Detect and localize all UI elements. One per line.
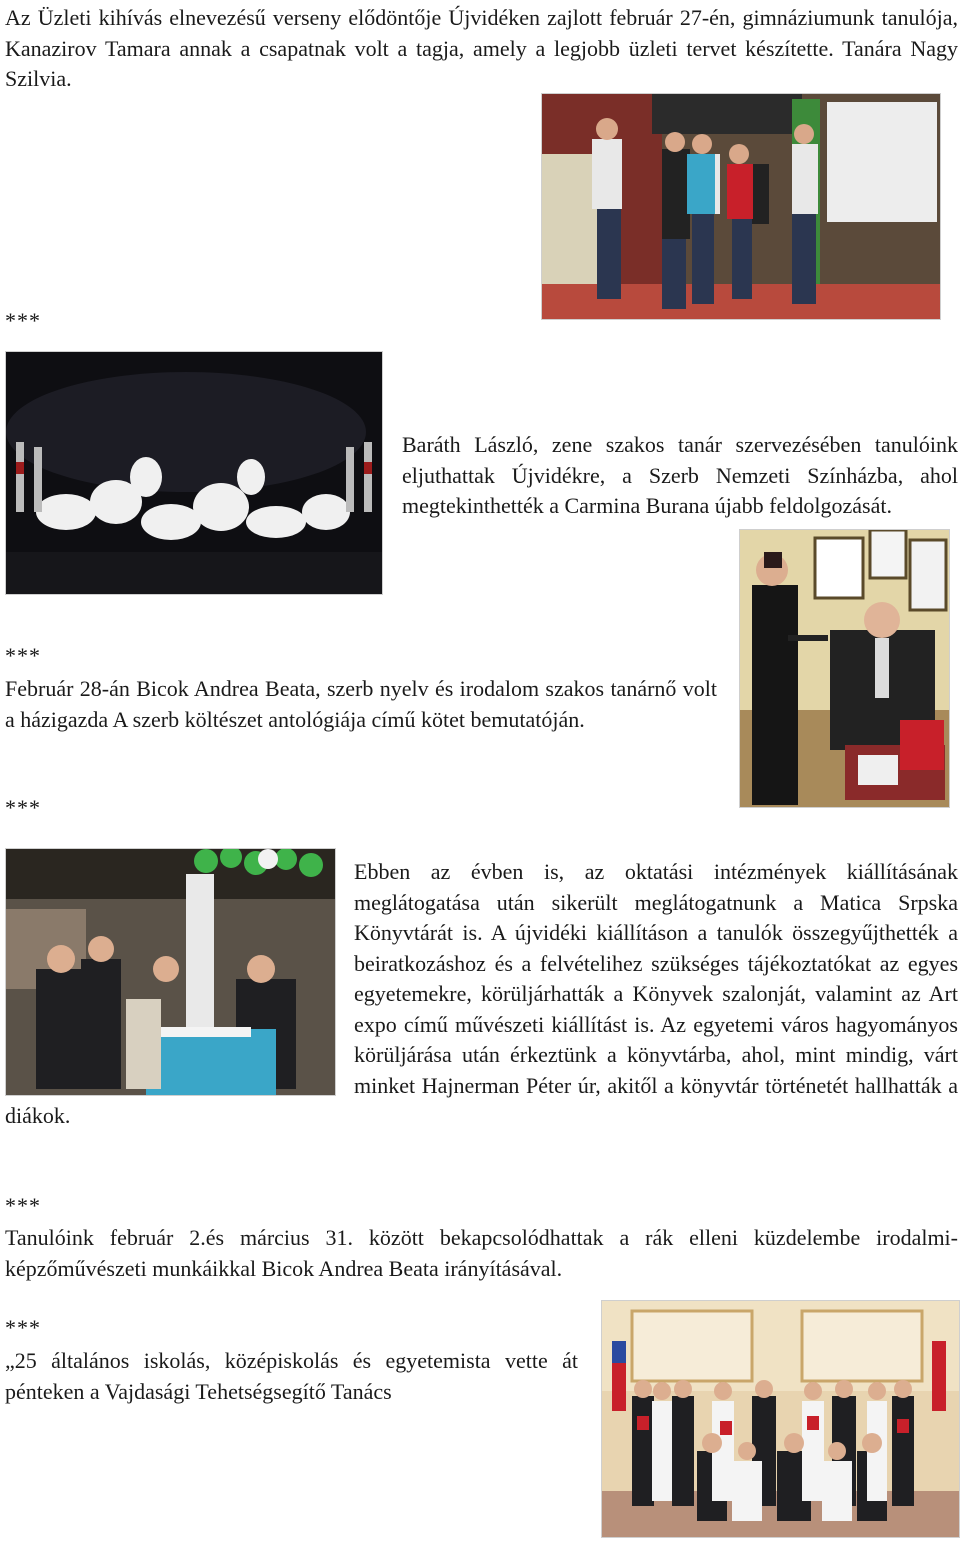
photo-business-presentation: [541, 93, 941, 320]
paragraph-carmina-burana-text: Baráth László, zene szakos tanár szervezésében tanulóink eljuthattak Újvidékre, a Szerb Nemzeti Színházba, ahol megtekinthették a Carmina Burana újabb feldolgozását.: [402, 432, 958, 518]
ballet-stage-image: [6, 352, 382, 594]
award-group-image: [602, 1301, 959, 1537]
paragraph-carmina-burana: [402, 430, 958, 522]
paragraph-poetry-anthology: [5, 674, 717, 735]
float-spacer: [5, 857, 354, 1101]
paragraph-library-visit-block: [5, 857, 958, 1132]
photo-talent-award-group: [601, 1300, 960, 1538]
paragraph-business-challenge-text: Az Üzleti kihívás elnevezésű verseny elődöntője Újvidéken zajlott február 27-én, gimnáziumunk tanulója, Kanazirov Tamara annak a csapatnak volt a tagja, amely a legjobb üzleti tervet készítette. Tanára Nagy Szilvia.: [5, 5, 958, 91]
paragraph-library-visit-text: Ebben az évben is, az oktatási intézmények kiállításának meglátogatása után sikerült meglátogatnunk a Matica Srpska Könyvtárát is. A újvidéki kiállításon a tanulók összegyűjthették a beiratkozáshoz és a felvételihez szükséges tájékoztatókat az egyes egyetemekre, körüljárhatták a Könyvek szalonját, valamint az Art expo című művészeti kiállítást is. Az egyetemi város hagyományos körüljárása után érkeztünk a könyvtárba, ahol, mint mindig, várt minket Hajnerman Péter úr, akitől a könyvtár történetét hallhatták a diákok.: [5, 859, 958, 1128]
paragraph-talent-council: [5, 1346, 578, 1407]
separator-1: ***: [5, 308, 41, 333]
paragraph-cancer-campaign-text: Tanulóink február 2.és március 31. között bekapcsolódhattak a rák elleni küzdelembe irodalmi-képzőművészeti munkáikkal Bicok Andrea Beata irányításával.: [5, 1225, 958, 1281]
paragraph-poetry-anthology-text: Február 28-án Bicok Andrea Beata, szerb nyelv és irodalom szakos tanárnő volt a házigazda A szerb költészet antológiája című kötet bemutatóján.: [5, 676, 717, 732]
separator-2: ***: [5, 643, 41, 668]
paragraph-business-challenge: [5, 3, 958, 95]
paragraph-cancer-campaign: [5, 1223, 958, 1284]
separator-3: ***: [5, 795, 41, 820]
separator-4: ***: [5, 1193, 41, 1218]
presentation-image: [542, 94, 940, 319]
paragraph-talent-council-text: „25 általános iskolás, középiskolás és egyetemista vette át pénteken a Vajdasági Tehetségsegítő Tanács: [5, 1348, 578, 1404]
book-presentation-image: [740, 530, 949, 807]
separator-5: ***: [5, 1315, 41, 1340]
photo-carmina-burana: [5, 351, 383, 595]
photo-book-presentation: [739, 529, 950, 808]
